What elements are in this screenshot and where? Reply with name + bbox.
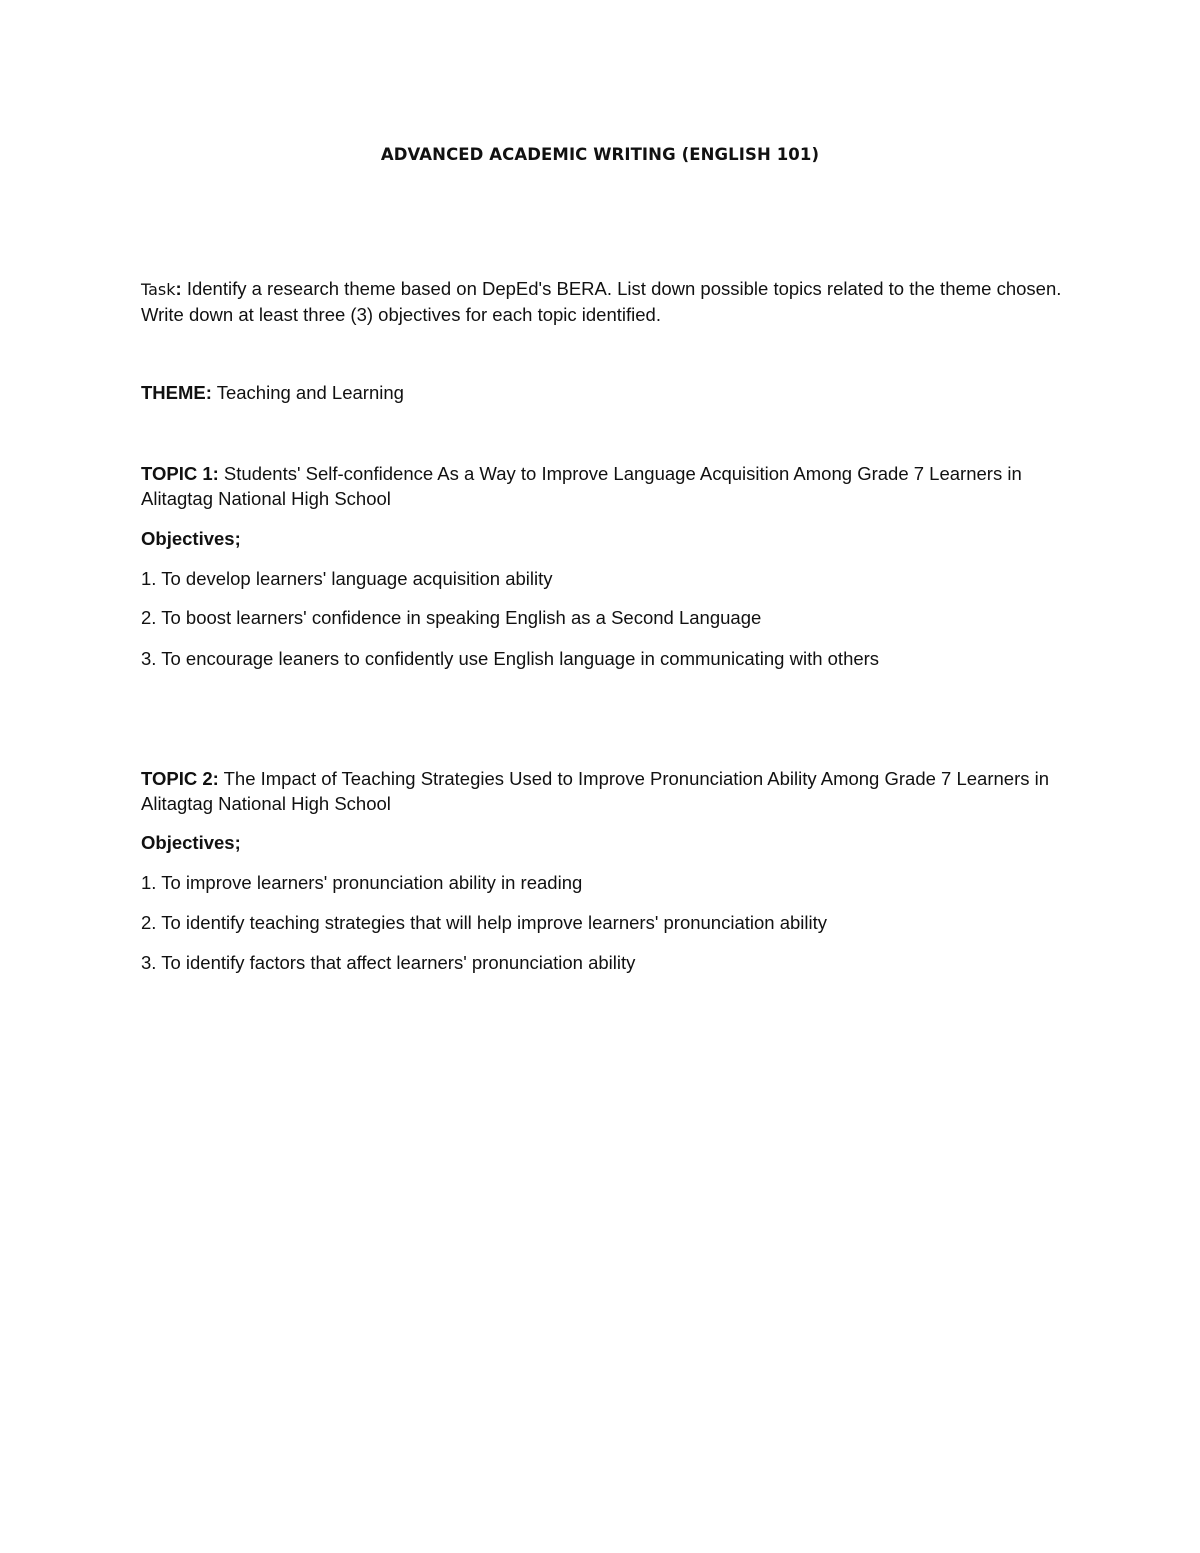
topic-1-label: TOPIC 1:	[141, 463, 219, 484]
topic-2-heading	[141, 766, 1071, 816]
objectives-label-text: Objectives;	[141, 528, 241, 549]
topic-2-objective-2: 2. To identify teaching strategies that will help improve learners' pronunciation ability	[141, 912, 828, 933]
topic-2-label: TOPIC 2:	[141, 768, 219, 789]
topic-1-objective-1: 1. To develop learners' language acquisition ability	[141, 568, 553, 589]
topic-2-objective-1: 1. To improve learners' pronunciation ability in reading	[141, 872, 583, 893]
task-colon: :	[175, 278, 182, 299]
document-title: ADVANCED ACADEMIC WRITING (ENGLISH 101)	[380, 145, 820, 164]
theme-paragraph	[141, 380, 1071, 405]
topic-2-objective-3: 3. To identify factors that affect learners' pronunciation ability	[141, 952, 636, 973]
task-label: Task	[141, 280, 176, 299]
topic-1-objective-2: 2. To boost learners' confidence in speaking English as a Second Language	[141, 607, 762, 628]
topic-2-text: The Impact of Teaching Strategies Used to Improve Pronunciation Ability Among Grade 7 Learners in Alitagtag National High School	[141, 768, 1050, 814]
topic-2-objectives-label	[141, 830, 241, 855]
theme-label: THEME:	[141, 382, 212, 403]
topic-1-heading	[141, 461, 1071, 511]
objectives-label-text: Objectives;	[141, 832, 241, 853]
theme-text: Teaching and Learning	[211, 382, 404, 403]
topic-1-objectives-label	[141, 526, 241, 551]
task-text: Identify a research theme based on DepEd's BERA. List down possible topics related to the theme chosen. Write down at least three (3) objectives for each topic identified.	[141, 278, 1062, 325]
topic-1-objective-3: 3. To encourage leaners to confidently use English language in communicating with others	[141, 648, 880, 669]
task-paragraph	[141, 276, 1071, 327]
topic-1-text: Students' Self-confidence As a Way to Improve Language Acquisition Among Grade 7 Learners in Alitagtag National High School	[141, 463, 1022, 509]
